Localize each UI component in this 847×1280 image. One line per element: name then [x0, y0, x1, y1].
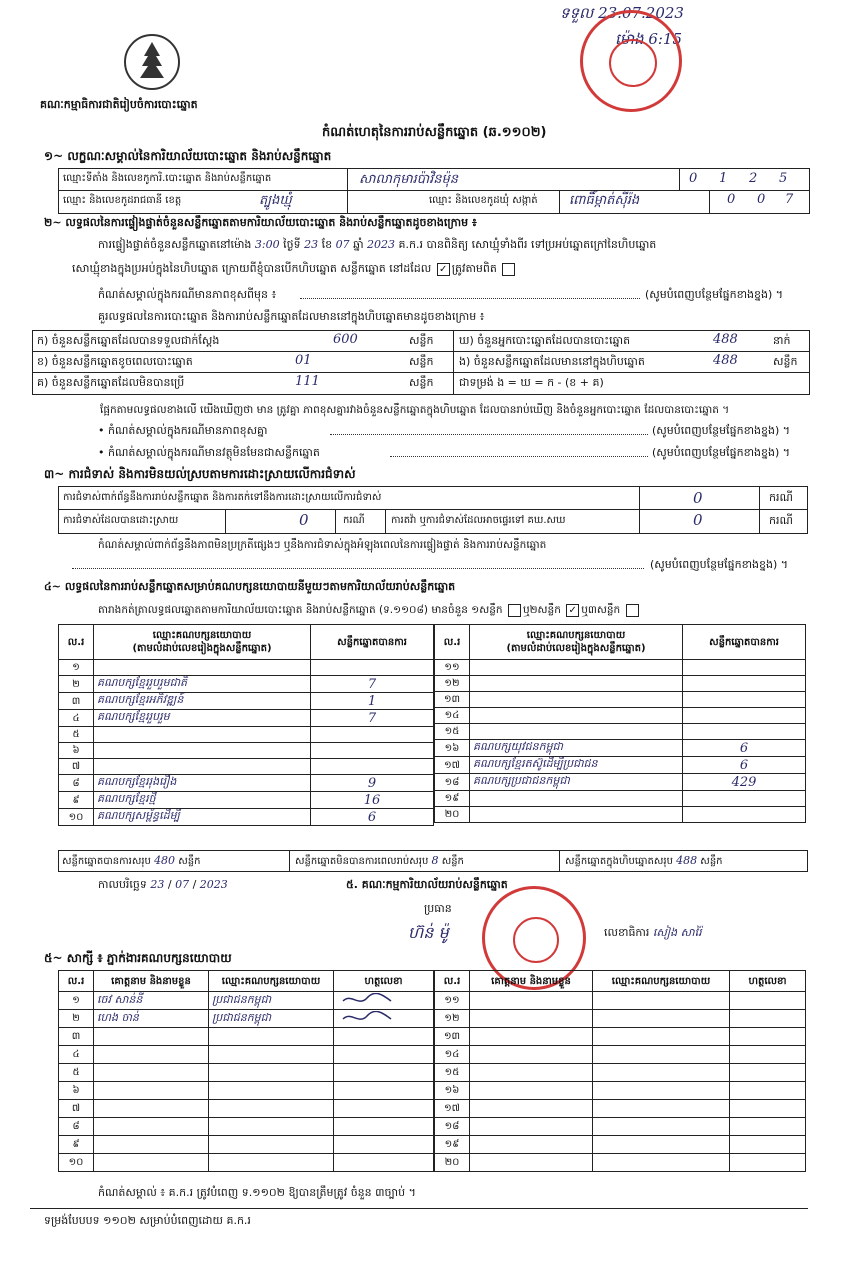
- box-ballots-value: 488: [713, 353, 738, 368]
- col-party: ឈ្មោះគណបក្សនយោបាយ (តាមលំដាប់លេខរៀងក្នុងសន្លឹកឆ្នោត): [470, 625, 683, 660]
- w-col-name: គោត្តនាម និងនាមខ្លួន: [94, 971, 209, 992]
- col-votes: សន្លឹកឆ្នោតបានការ: [683, 625, 806, 660]
- section4-title: ៤~ លទ្ធផលនៃការរាប់សន្លឹកឆ្នោតសម្រាប់គណបក្សនយោបាយនីមួយៗតាមការិយាល័យរាប់សន្លឹកឆ្នោត: [44, 580, 456, 593]
- row-number: ១៤: [435, 1046, 470, 1064]
- row-number: ៧: [59, 1100, 94, 1118]
- witness-party: [209, 1046, 334, 1064]
- row-number: ១៥: [435, 1064, 470, 1082]
- resolved-value: 0: [299, 511, 309, 529]
- results-box: [32, 330, 810, 395]
- note-hint: (សូមបំពេញបន្ថែមផ្នែកខាងខ្នង) ។: [645, 288, 784, 301]
- row-number: ៩: [59, 1136, 94, 1154]
- witness-signature: [730, 1082, 806, 1100]
- handwritten-received-note: ទទួល 23.07.2023: [560, 4, 684, 22]
- unit-ballot-3: សន្លឹក: [409, 376, 434, 389]
- table-row: [435, 1082, 806, 1100]
- col-no: ល.រ: [59, 625, 94, 660]
- sheet2-checkbox[interactable]: ✓: [566, 604, 579, 617]
- footer-text: ទម្រង់បែបបទ ១១០២ សម្រាប់បំពេញដោយ គ.ក.រ: [44, 1214, 251, 1227]
- unused-ballots-label: គ) ចំនួនសន្លឹកឆ្នោតដែលមិនបានប្រើ: [37, 376, 185, 389]
- row-number: ១៧: [435, 1100, 470, 1118]
- table-row: [59, 1118, 434, 1136]
- w-col-no: ល.រ: [435, 971, 470, 992]
- party-name: [470, 724, 683, 740]
- party-votes: 6: [683, 740, 806, 757]
- unit-case-3: ករណី: [769, 514, 793, 527]
- witness-party: [593, 1028, 730, 1046]
- row-number: ២០: [435, 1154, 470, 1172]
- unit-ballot-4: សន្លឹក: [773, 355, 798, 368]
- section3-title: ៣~ ការជំទាស់ និងការមិនយល់ស្របតាមការដោះស្រាយលើការជំទាស់: [44, 467, 356, 481]
- witness-party: [209, 1028, 334, 1046]
- witness-party: [593, 1154, 730, 1172]
- row-number: ១៨: [435, 774, 470, 791]
- table-row: [435, 1154, 806, 1172]
- witness-party: [209, 1136, 334, 1154]
- row-number: ២០: [435, 807, 470, 823]
- row-number: ១១: [435, 992, 470, 1010]
- unit-person: នាក់: [773, 334, 791, 347]
- witness-signature: [730, 1118, 806, 1136]
- party-results-table-right: [434, 624, 806, 823]
- party-name: គណបក្សខ្មែរថ្មី: [94, 792, 311, 809]
- witness-table-left: [58, 970, 434, 1172]
- unused-ballots-value: 111: [295, 374, 320, 389]
- secretary-label: លេខាធិការ សៀង សារ៉ៃ: [604, 926, 702, 939]
- party-name: [94, 660, 311, 676]
- table-row: [435, 1118, 806, 1136]
- witness-party: ប្រជាជនកម្ពុជា: [209, 1010, 334, 1028]
- party-votes: 1: [311, 693, 434, 710]
- irregularity-field[interactable]: [72, 568, 644, 569]
- table-row: [59, 1028, 434, 1046]
- witness-signature: [334, 1118, 434, 1136]
- witness-name: ចេវ សាន់នី: [94, 992, 209, 1010]
- witness-name: [94, 1064, 209, 1082]
- table-row: [59, 809, 434, 826]
- row-number: ៣: [59, 693, 94, 710]
- table-row: [435, 992, 806, 1010]
- note-line: កំណត់សម្គាល់ក្នុងករណីមានភាពខុសពីមុន ៖: [98, 288, 277, 301]
- irregularity-hint: (សូមបំពេញបន្ថែមផ្នែកខាងខ្នង) ។: [650, 558, 789, 571]
- table-row: [435, 757, 806, 774]
- table-row: [59, 693, 434, 710]
- form-title: កំណត់ហេតុនៃការរាប់សន្លឹកឆ្នោត (ឆ.១១០២): [322, 125, 547, 140]
- w-col-name: គោត្តនាម និងនាមខ្លួន: [470, 971, 593, 992]
- section1-title: ១~ លក្ខណៈសម្គាល់នៃការិយាល័យបោះឆ្នោត និងរាប់សន្លឹកឆ្នោត: [44, 149, 332, 163]
- note-field[interactable]: [300, 298, 640, 299]
- unit-ballot-2: សន្លឹក: [409, 355, 434, 368]
- party-name: [94, 759, 311, 775]
- witness-name: ហេង ចាន់: [94, 1010, 209, 1028]
- row-number: ១១: [435, 660, 470, 676]
- table-row: [59, 676, 434, 693]
- party-votes: [683, 708, 806, 724]
- witness-name: [470, 1154, 593, 1172]
- party-name: គណបក្សខ្មែរតស៊ូដើម្បីប្រជាជន: [470, 757, 683, 774]
- witness-party: [593, 1064, 730, 1082]
- sheet3-checkbox[interactable]: [626, 604, 639, 617]
- witness-party: ប្រជាជនកម្ពុជា: [209, 992, 334, 1010]
- witness-signature: [334, 1100, 434, 1118]
- table-row: [59, 1154, 434, 1172]
- row-number: ៤: [59, 1046, 94, 1064]
- witness-party: [209, 1118, 334, 1136]
- table-row: [59, 710, 434, 727]
- witness-party: [209, 1082, 334, 1100]
- party-votes: 6: [311, 809, 434, 826]
- table-row: [59, 727, 434, 743]
- row-number: ៣: [59, 1028, 94, 1046]
- witness-name: [94, 1118, 209, 1136]
- col-party: ឈ្មោះគណបក្សនយោបាយ (តាមលំដាប់លេខរៀងក្នុងសន្លឹកឆ្នោត): [94, 625, 311, 660]
- table-row: [59, 743, 434, 759]
- witness-name: [94, 1046, 209, 1064]
- received-ballots-label: ក) ចំនួនសន្លឹកឆ្នោតដែលបានទទួលជាក់ស្តែង: [37, 334, 220, 347]
- section1-box: [58, 168, 810, 214]
- witness-note: កំណត់សម្គាល់ ៖ គ.ក.រ ត្រូវបំពេញ ទ.១១០២ ឱ្យបានត្រឹមត្រូវ ចំនួន ៣ច្បាប់ ។: [98, 1186, 416, 1199]
- witness-signature: [730, 1028, 806, 1046]
- row-number: ១៦: [435, 1082, 470, 1100]
- total-valid: សន្លឹកឆ្នោតបានការសរុប 480 សន្លឹក: [62, 854, 201, 867]
- table-row: [59, 1010, 434, 1028]
- province-label: ឈ្មោះ និងលេខកូដរាជធានី ខេត្ត: [63, 195, 182, 206]
- row-number: ១៣: [435, 1028, 470, 1046]
- party-votes: [683, 676, 806, 692]
- row-number: ១៩: [435, 1136, 470, 1154]
- witness-name: [470, 1136, 593, 1154]
- irregularity-note: កំណត់សម្គាល់ពាក់ព័ន្ធនឹងភាពមិនប្រក្រតីផ្សេងៗ ឬនឹងការជំទាស់ក្នុងអំឡុងពេលនៃការផ្ទៀងផ្ទាត់ និងការរាប់សន្លឹកឆ្នោត: [98, 539, 547, 551]
- party-votes: [683, 791, 806, 807]
- table-row: [435, 740, 806, 757]
- table-row: [435, 1046, 806, 1064]
- voters-value: 488: [713, 332, 738, 347]
- party-name: គណបក្សសម្ព័ន្ធដើម្បី: [94, 809, 311, 826]
- sheet-count-line: តារាងកត់ត្រាលទ្ធផលឆ្នោតតាមការិយាល័យបោះឆ្នោត និងរាប់សន្លឹកឆ្នោត (ទ.១១០៨) មានចំនួន ១សន្លឹក ឬ២សន្លឹក ✓ ឬ៣សន្លឹក: [98, 603, 641, 617]
- commune-code-1: 0: [727, 192, 736, 207]
- witness-name: [470, 1010, 593, 1028]
- committee-name: គណៈកម្មាធិការជាតិរៀបចំការបោះឆ្នោត: [40, 98, 198, 111]
- table-row: [59, 992, 434, 1010]
- table-row: [435, 692, 806, 708]
- table-row: [435, 774, 806, 791]
- witness-signature: [334, 1136, 434, 1154]
- table-row: [435, 1010, 806, 1028]
- row-number: ១៣: [435, 692, 470, 708]
- party-votes: [683, 807, 806, 823]
- party-votes: [311, 743, 434, 759]
- witness-name: [470, 1100, 593, 1118]
- table-row: [435, 1100, 806, 1118]
- party-name: [470, 791, 683, 807]
- correct-checkbox[interactable]: ✓: [437, 263, 450, 276]
- handwritten-time-note: ម៉ោង 6:15: [615, 30, 683, 48]
- witness-signature: [730, 1010, 806, 1028]
- chair-label: ប្រធាន: [424, 902, 452, 915]
- chair-signature: ហ៊ន់ ម៉ូ: [408, 923, 449, 942]
- row-number: ១: [59, 660, 94, 676]
- row-number: ១៩: [435, 791, 470, 807]
- party-name: [470, 807, 683, 823]
- location-code-1: 0: [689, 171, 698, 186]
- party-results-table-left: [58, 624, 434, 826]
- witness-party: [209, 1154, 334, 1172]
- location-value: សាលាកុមារប៉ាវិនម៉ុន: [359, 172, 459, 187]
- signature-scribble: [337, 1011, 397, 1023]
- commune-value: ពោធិ៍ម្កាត់ស៊ីរ៉ង: [569, 193, 640, 208]
- witness-name: [94, 1136, 209, 1154]
- nec-logo-icon: [124, 34, 180, 90]
- witness-name: [470, 1082, 593, 1100]
- witness-signature: [730, 1154, 806, 1172]
- party-votes: 6: [683, 757, 806, 774]
- commune-code-2: 0: [757, 192, 766, 207]
- wrong-checkbox[interactable]: [502, 263, 515, 276]
- w-col-sign: ហត្ថលេខា: [730, 971, 806, 992]
- verify-line-1: ការផ្ទៀងផ្ទាត់ចំនួនសន្លឹកឆ្នោតនៅម៉ោង 3:00 ថ្ងៃទី 23 ខែ 07 ឆ្នាំ 2023 គ.ក.រ បានពិនិត្យ សោឃ្មុំទាំងពីរ ទៅប្រអប់ឆ្នោតក្រៅនៃហិបឆ្នោត: [98, 238, 657, 251]
- object-hint: (សូមបំពេញបន្ថែមផ្នែកខាងខ្នង) ។: [652, 446, 791, 459]
- signing-date: កាលបរិច្ឆេទ 23 / 07 / 2023: [98, 878, 228, 891]
- party-name: គណបក្សយុវជនកម្ពុជា: [470, 740, 683, 757]
- witness-signature: [334, 1046, 434, 1064]
- row-number: ១៦: [435, 740, 470, 757]
- party-name: [470, 708, 683, 724]
- formula: ជាទម្រង់ ង = ឃ = ក - (ខ + គ): [459, 376, 604, 389]
- witness-party: [593, 1100, 730, 1118]
- party-name: [470, 660, 683, 676]
- w-col-sign: ហត្ថលេខា: [334, 971, 434, 992]
- row-number: ៥: [59, 727, 94, 743]
- party-votes: 7: [311, 676, 434, 693]
- row-number: ៦: [59, 743, 94, 759]
- unit-case-2: ករណី: [343, 515, 365, 526]
- table-row: [435, 676, 806, 692]
- results-intro: គួរលទ្ធផលនៃការបោះឆ្នោត និងការរាប់សន្លឹកឆ្នោតដែលមាននៅក្នុងហិបឆ្នោតមានដូចខាងក្រោម ៖: [98, 310, 485, 323]
- witness-table-right: [434, 970, 806, 1172]
- row-number: ៧: [59, 759, 94, 775]
- objection-related-value: 0: [693, 489, 703, 507]
- witness-signature: [730, 1136, 806, 1154]
- diff-hint: (សូមបំពេញបន្ថែមផ្នែកខាងខ្នង) ។: [652, 424, 791, 437]
- row-number: ១៥: [435, 724, 470, 740]
- witness-signature: [334, 1082, 434, 1100]
- commune-label: ឈ្មោះ និងលេខកូដឃុំ សង្កាត់: [429, 195, 538, 206]
- party-name: [470, 692, 683, 708]
- party-name: គណបក្សខ្មែររួបរួមជាតិ: [94, 676, 311, 693]
- witness-signature: [334, 1028, 434, 1046]
- w-col-no: ល.រ: [59, 971, 94, 992]
- table-row: [59, 775, 434, 792]
- signature-scribble: [337, 993, 397, 1005]
- party-name: គណបក្សខ្មែររួបរួម: [94, 710, 311, 727]
- witness-signature: [730, 992, 806, 1010]
- location-code-2: 1: [719, 171, 728, 186]
- objection-related-label: ការជំទាស់ពាក់ព័ន្ធនឹងការរាប់សន្លឹកឆ្នោត និងការតក់ទៅនឹងការដោះស្រាយលើការជំទាស់: [63, 492, 382, 503]
- witness-signature: [334, 1154, 434, 1172]
- table-row: [59, 660, 434, 676]
- witness-party: [209, 1064, 334, 1082]
- section5-title: ៥~ សាក្សី ៖ ភ្នាក់ងារគណបក្សនយោបាយ: [44, 951, 232, 965]
- party-name: [470, 676, 683, 692]
- witness-party: [593, 1082, 730, 1100]
- row-number: ៥: [59, 1064, 94, 1082]
- totals-row: [58, 850, 808, 872]
- table-row: [59, 759, 434, 775]
- commune-code-3: 7: [785, 192, 794, 207]
- total-in-box: សន្លឹកឆ្នោតក្នុងហិបឆ្នោតសរុប 488 សន្លឹក: [565, 854, 723, 867]
- row-number: ៨: [59, 1118, 94, 1136]
- row-number: ២: [59, 676, 94, 693]
- witness-party: [209, 1100, 334, 1118]
- table-row: [59, 1136, 434, 1154]
- diff-field[interactable]: [330, 434, 648, 435]
- col-votes: សន្លឹកឆ្នោតបានការ: [311, 625, 434, 660]
- box-ballots-label: ង) ចំនួនសន្លឹកឆ្នោតដែលមាននៅក្នុងហិបឆ្នោត: [459, 355, 645, 368]
- row-number: ១២: [435, 1010, 470, 1028]
- footer-divider: [30, 1208, 808, 1209]
- witness-signature: [730, 1100, 806, 1118]
- spoiled-ballots-label: ខ) ចំនួនសន្លឹកឆ្នោតខូចពេលបោះឆ្នោត: [37, 355, 193, 368]
- official-stamp-top: [580, 10, 682, 112]
- col-no: ល.រ: [435, 625, 470, 660]
- resolved-label: ការជំទាស់ដែលបានដោះស្រាយ: [63, 515, 179, 526]
- party-name: គណបក្សខ្មែររុងរឿង: [94, 775, 311, 792]
- w-col-party: ឈ្មោះគណបក្សនយោបាយ: [593, 971, 730, 992]
- witness-party: [593, 1046, 730, 1064]
- row-number: ៤: [59, 710, 94, 727]
- total-invalid: សន្លឹកឆ្នោតមិនបានការពេលរាប់សរុប 8 សន្លឹក: [295, 854, 464, 867]
- compare-line: ផ្អែកតាមលទ្ធផលខាងលើ យើងឃើញថា មាន ត្រូវគ្នា ភាពខុសគ្នារវាងចំនួនសន្លឹកឆ្នោតក្នុងហិបឆ្នោត ដែលបានរាប់ឃើញ និងចំនួនអ្នកបោះឆ្នោត ដែលបានបោះឆ្នោត ។: [100, 404, 730, 416]
- row-number: ១: [59, 992, 94, 1010]
- table-row: [435, 1136, 806, 1154]
- spoiled-ballots-value: 01: [295, 353, 312, 368]
- table-row: [435, 660, 806, 676]
- witness-name: [94, 1028, 209, 1046]
- witness-signature: [730, 1046, 806, 1064]
- unit-case-1: ករណី: [769, 491, 793, 504]
- party-votes: [683, 660, 806, 676]
- witness-party: [593, 1136, 730, 1154]
- bullet-object: • កំណត់សម្គាល់ក្នុងករណីមានវត្ថុមិនមែនជាសន្លឹកឆ្នោត: [98, 446, 320, 459]
- party-votes: [311, 759, 434, 775]
- witness-name: [470, 1118, 593, 1136]
- received-ballots-value: 600: [333, 332, 358, 347]
- row-number: ១០: [59, 1154, 94, 1172]
- party-votes: [683, 692, 806, 708]
- table-row: [435, 724, 806, 740]
- party-votes: [311, 727, 434, 743]
- signing-committee: ៥. គណៈកម្មការិយាល័យរាប់សន្លឹកឆ្នោត: [346, 878, 508, 891]
- table-row: [59, 1064, 434, 1082]
- row-number: ២: [59, 1010, 94, 1028]
- location-code-4: 5: [779, 171, 788, 186]
- row-number: ៦: [59, 1082, 94, 1100]
- table-row: [59, 1046, 434, 1064]
- table-row: [59, 1082, 434, 1100]
- witness-name: [94, 1100, 209, 1118]
- party-name: គណបក្សប្រជាជនកម្ពុជា: [470, 774, 683, 791]
- row-number: ១៧: [435, 757, 470, 774]
- table-row: [435, 708, 806, 724]
- table-row: [59, 792, 434, 809]
- witness-name: [94, 1082, 209, 1100]
- row-number: ១៨: [435, 1118, 470, 1136]
- unit-ballot-1: សន្លឹក: [409, 334, 434, 347]
- witness-name: [94, 1154, 209, 1172]
- witness-signature: [334, 1010, 434, 1028]
- table-row: [435, 1028, 806, 1046]
- witness-name: [470, 1028, 593, 1046]
- verify-line-2: សោឃ្មុំខាងក្នុងប្រអប់ក្នុងនៃហិបឆ្នោត ក្រោយពីខ្ញុំបានបើកហិបឆ្នោត សន្លឹកឆ្នោត នៅដដែល ✓ ត្រូវតាមពិត: [72, 262, 517, 276]
- table-row: [59, 1100, 434, 1118]
- witness-signature: [730, 1064, 806, 1082]
- row-number: ១០: [59, 809, 94, 826]
- party-votes: 16: [311, 792, 434, 809]
- transfer-label: ការតវ៉ា ឬការជំទាស់ដែលអាចផ្ទេរទៅ គឃ.សឃ: [391, 515, 566, 526]
- bullet-diff: • កំណត់សម្គាល់ក្នុងករណីមានភាពខុសគ្នា: [98, 424, 268, 437]
- witness-signature: [334, 992, 434, 1010]
- section2-title: ២~ លទ្ធផលនៃការផ្ទៀងផ្ទាត់ចំនួនសន្លឹកឆ្នោតតាមការិយាល័យបោះឆ្នោត និងរាប់សន្លឹកឆ្នោតដូចខាងក្រោម ៖: [44, 216, 477, 229]
- location-label: ឈ្មោះទីតាំង និងលេខកូការិ.បោះឆ្នោត និងរាប់សន្លឹកឆ្នោត: [63, 173, 272, 184]
- party-votes: 7: [311, 710, 434, 727]
- table-row: [435, 1064, 806, 1082]
- table-row: [435, 807, 806, 823]
- voters-label: ឃ) ចំនួនអ្នកបោះឆ្នោតដែលបានបោះឆ្នោត: [459, 334, 631, 347]
- object-field[interactable]: [390, 456, 648, 457]
- party-votes: 9: [311, 775, 434, 792]
- witness-party: [593, 1118, 730, 1136]
- row-number: ៨: [59, 775, 94, 792]
- party-name: [94, 743, 311, 759]
- party-votes: [683, 724, 806, 740]
- party-votes: 429: [683, 774, 806, 791]
- witness-party: [593, 1010, 730, 1028]
- witness-signature: [334, 1064, 434, 1082]
- w-col-party: ឈ្មោះគណបក្សនយោបាយ: [209, 971, 334, 992]
- province-value: ត្បូងឃ្មុំ: [259, 193, 292, 208]
- party-votes: [311, 660, 434, 676]
- party-name: [94, 727, 311, 743]
- witness-name: [470, 1064, 593, 1082]
- table-row: [435, 791, 806, 807]
- sheet1-checkbox[interactable]: [508, 604, 521, 617]
- row-number: ១៤: [435, 708, 470, 724]
- location-code-3: 2: [749, 171, 758, 186]
- witness-party: [593, 992, 730, 1010]
- row-number: ៩: [59, 792, 94, 809]
- party-name: គណបក្សខ្មែរអភិវឌ្ឍន៍: [94, 693, 311, 710]
- objection-box: [58, 486, 808, 534]
- witness-name: [470, 992, 593, 1010]
- witness-name: [470, 1046, 593, 1064]
- row-number: ១២: [435, 676, 470, 692]
- transfer-value: 0: [693, 511, 703, 529]
